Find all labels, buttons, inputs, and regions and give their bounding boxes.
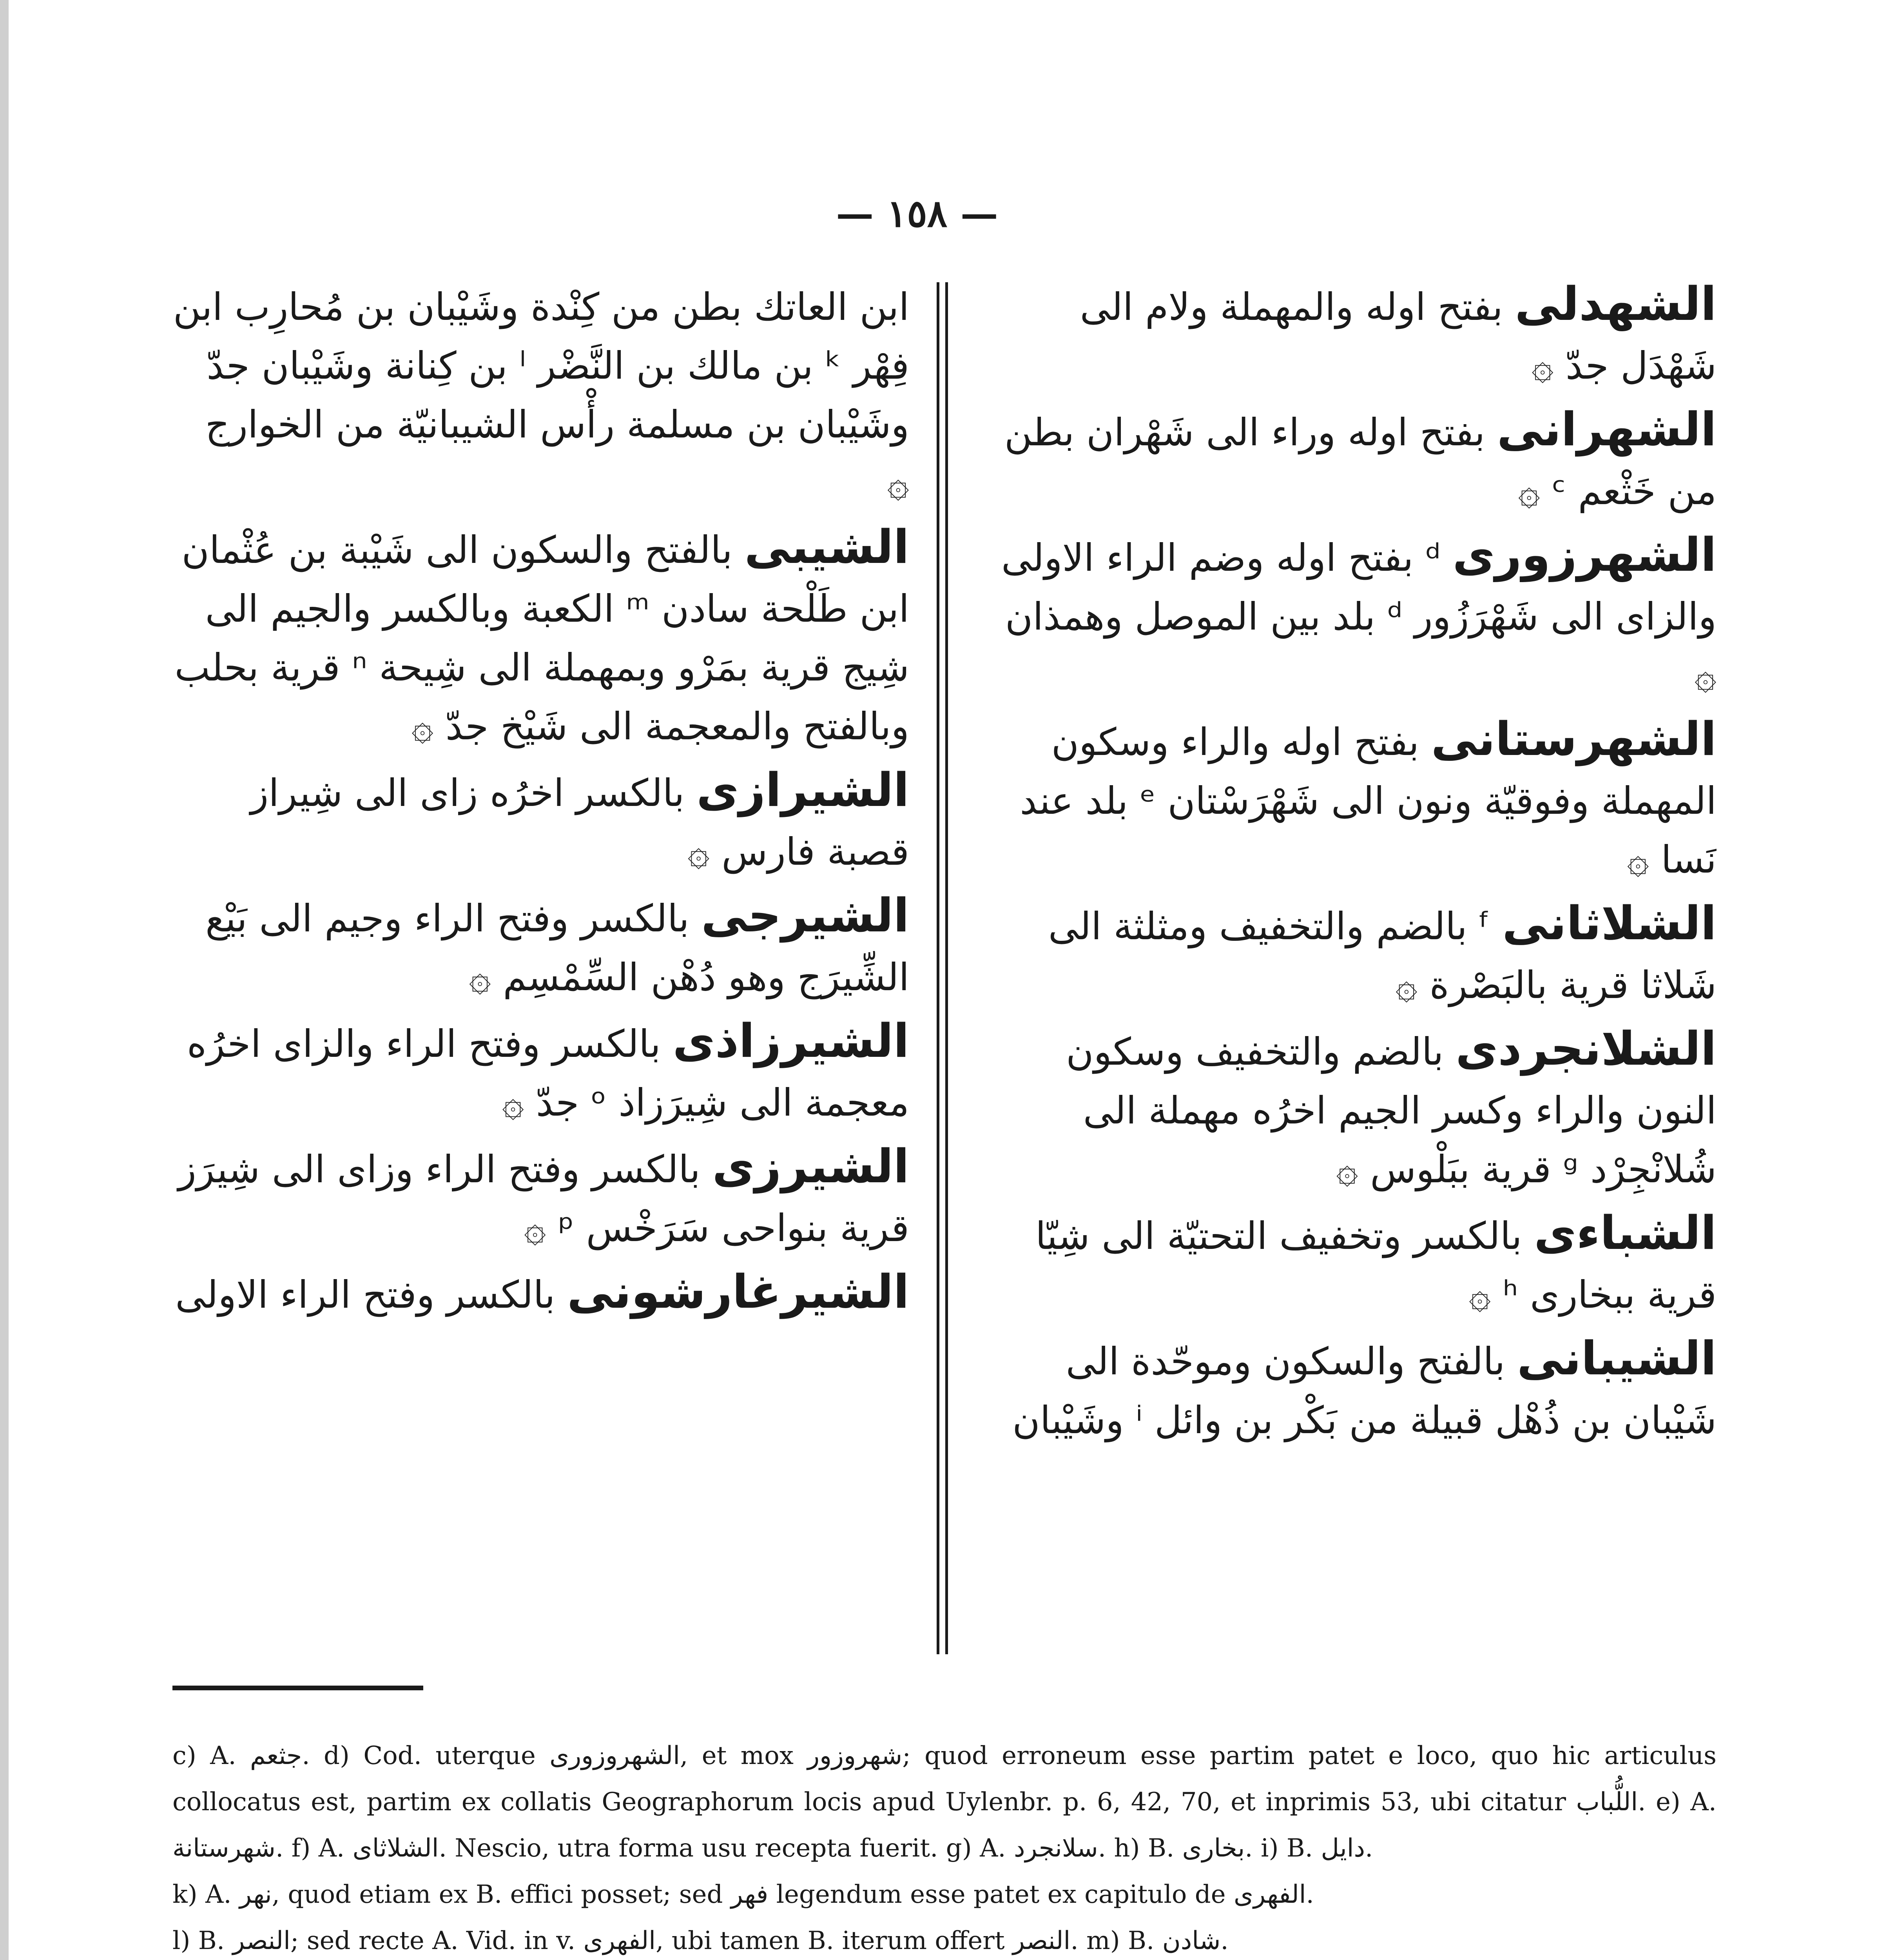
entry-headword: الشيرغارشونى bbox=[567, 1265, 909, 1319]
text-columns bbox=[172, 274, 1717, 1670]
entry bbox=[172, 517, 909, 756]
entry bbox=[172, 1011, 909, 1132]
entry bbox=[172, 1137, 909, 1258]
entry-headword: الشلانجردى bbox=[1456, 1022, 1717, 1076]
entry-headword: الشيرازى bbox=[696, 763, 909, 817]
entry-headword: الشيرزاذى bbox=[673, 1014, 909, 1068]
entry bbox=[980, 1329, 1717, 1450]
entry-headword: الشهرستانى bbox=[1431, 712, 1717, 766]
entry-headword: الشهدلى bbox=[1515, 277, 1717, 331]
entry-text: بالكسر اخرُه زاى الى شِيراز قصبة فارس ۞ bbox=[250, 771, 909, 874]
footnote-paragraph: c) A. جثعم. d) Cod. uterque الشهروزورى, et mox شهروزور; quod erroneum esse partim patet e loco, quo hic articulus collocatus est, partim ex collatis Geographorum locis apud Uylenbr. p. 6, 42, 70, et inprimis 53, ubi citatur اللُّباب. e) A. شهرستانة. f) A. الشلاثاى. Nescio, utra forma usu recepta fuerit. g) A. سلانجرد. h) B. بخارى. i) B. دايل. bbox=[172, 1741, 1717, 1863]
page-binding-edge bbox=[0, 0, 9, 1960]
page-number: — ١٥٨ — bbox=[836, 191, 998, 236]
entry-headword: الشلاثانى bbox=[1502, 896, 1717, 950]
entry-text: بفتح اوله والمهملة ولام الى شَهْدَل جدّ ۞ bbox=[1080, 285, 1717, 388]
entry-text: بالكسر وفتح الراء والزاى اخرُه معجمة الى شِيرَزاذ ᵒ جدّ ۞ bbox=[187, 1022, 909, 1125]
entry-headword: الشهرزورى bbox=[1452, 528, 1717, 582]
entry bbox=[980, 1019, 1717, 1199]
footnote-separator-rule bbox=[172, 1686, 423, 1690]
entry bbox=[980, 1203, 1717, 1324]
entry-text: ᵈ بفتح اوله وضم الراء الاولى والزاى الى شَهْرَزُور ᵈ بلد بين الموصل وهمذان ۞ bbox=[1001, 536, 1717, 697]
entry-text: ᶠ بالضم والتخفيف ومثلثة الى شَلاثا قرية بالبَصْرة ۞ bbox=[1048, 904, 1717, 1007]
entry-text: بالكسر وفتح الراء وزاى الى شِيرَز قرية بنواحى سَرَخْس ᵖ ۞ bbox=[178, 1147, 909, 1250]
left-column bbox=[172, 274, 909, 1670]
entry-headword: الشيرجى bbox=[701, 888, 909, 942]
entry-headword: الشهرانى bbox=[1497, 402, 1717, 456]
entry bbox=[172, 274, 909, 513]
column-divider-rule bbox=[937, 282, 939, 1654]
footnote-paragraph: k) A. نهر, quod etiam ex B. effici posset; sed فهر legendum esse patet ex capitulo de الفهرى. bbox=[172, 1880, 1314, 1909]
entry-text: بالكسر وفتح الراء الاولى bbox=[175, 1273, 555, 1317]
entry bbox=[172, 1262, 909, 1324]
footnotes bbox=[172, 1733, 1717, 1960]
entry bbox=[980, 710, 1717, 889]
column-divider-rule bbox=[945, 282, 948, 1654]
entry bbox=[980, 274, 1717, 395]
entry-text: بفتح اوله والراء وسكون المهملة وفوقيّة ونون الى شَهْرَسْتان ᵉ بلد عند نَسا ۞ bbox=[1020, 720, 1717, 882]
entry-text: بالكسر وفتح الراء وجيم الى بَيْع الشِّيرَج وهو دُهْن السِّمْسِم ۞ bbox=[205, 897, 909, 999]
entry bbox=[980, 525, 1717, 705]
footnote-paragraph: l) B. النصر; sed recte A. Vid. in v. الفهرى, ubi tamen B. iterum offert النصر. m) B. شادن. bbox=[172, 1926, 1229, 1955]
entry bbox=[172, 760, 909, 881]
entry-headword: الشيبانى bbox=[1517, 1331, 1717, 1385]
entry-text: بالفتح والسكون وموحّدة الى شَيْبان بن ذُهْل قبيلة من بَكْر بن وائل ⁱ وشَيْبان bbox=[1012, 1339, 1717, 1442]
entry-text: بالفتح والسكون الى شَيْبة بن عُثْمان ابن طَلْحة سادن ᵐ الكعبة وبالكسر والجيم الى شِيج قرية بمَرْو وبمهملة الى شِيحة ⁿ قرية بحلب وبالفتح والمعجمة الى شَيْخ جدّ ۞ bbox=[174, 528, 909, 748]
entry-text: بالضم والتخفيف وسكون النون والراء وكسر الجيم اخرُه مهملة الى شُلانْجِرْد ᵍ قرية ببَلْوس ۞ bbox=[1066, 1030, 1717, 1191]
entry-headword: الشيرزى bbox=[712, 1139, 909, 1193]
entry bbox=[980, 400, 1717, 521]
entry-headword: الشيبى bbox=[744, 520, 909, 574]
entry bbox=[980, 894, 1717, 1014]
entry-headword: الشباءى bbox=[1534, 1206, 1717, 1260]
entry-text: ابن العاتك بطن من كِنْدة وشَيْبان بن مُحارِب ابن فِهْر ᵏ بن مالك بن النَّضْر ˡ بن كِنانة وشَيْبان جدّ وشَيْبان بن مسلمة رأْس الشيبانيّة من الخوارج ۞ bbox=[173, 285, 909, 505]
right-column bbox=[980, 274, 1717, 1670]
entry-text: بفتح اوله وراء الى شَهْران بطن من خَثْعم ᶜ ۞ bbox=[1004, 410, 1717, 513]
entry-text: بالكسر وتخفيف التحتيّة الى شِيّا قرية ببخارى ʰ ۞ bbox=[1035, 1214, 1717, 1317]
entry bbox=[172, 886, 909, 1007]
